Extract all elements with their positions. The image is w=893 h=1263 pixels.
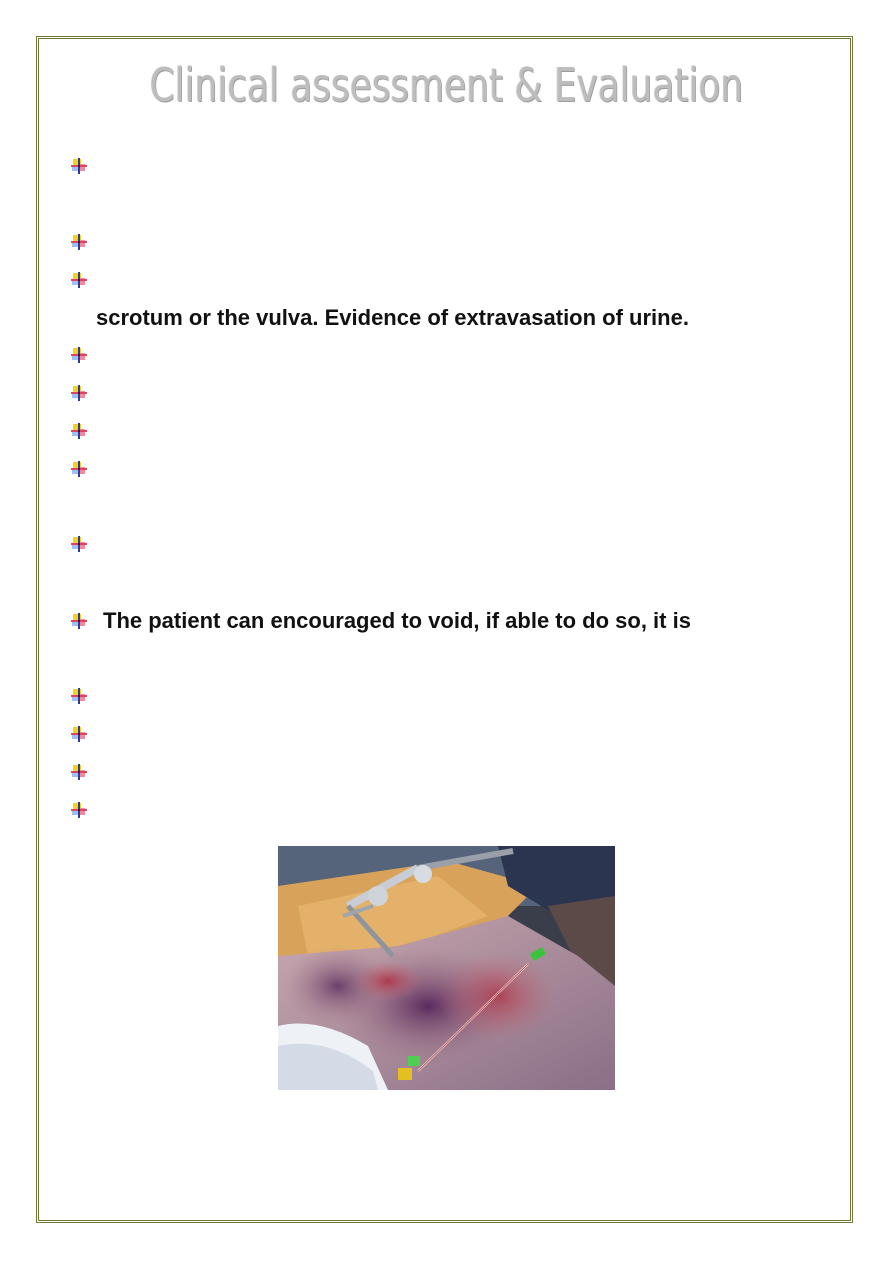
text-line-scrotum: scrotum or the vulva. Evidence of extravasation of urine.	[96, 305, 689, 330]
bullet-icon	[70, 612, 88, 630]
bullet-icon	[70, 346, 88, 364]
bullet-icon	[70, 422, 88, 440]
bullet-icon	[70, 384, 88, 402]
bullet-icon	[70, 157, 88, 175]
bullet-icon	[70, 460, 88, 478]
bullet-icon	[70, 763, 88, 781]
page-title: Clinical assessment & Evaluation	[149, 58, 744, 112]
text-line-patient-void: The patient can encouraged to void, if able to do so, it is	[103, 608, 691, 633]
clinical-photo	[278, 846, 615, 1090]
bullet-icon	[70, 271, 88, 289]
bullet-icon	[70, 687, 88, 705]
bullet-icon	[70, 725, 88, 743]
bullet-icon	[70, 535, 88, 553]
bullet-icon	[70, 233, 88, 251]
bullet-icon	[70, 801, 88, 819]
